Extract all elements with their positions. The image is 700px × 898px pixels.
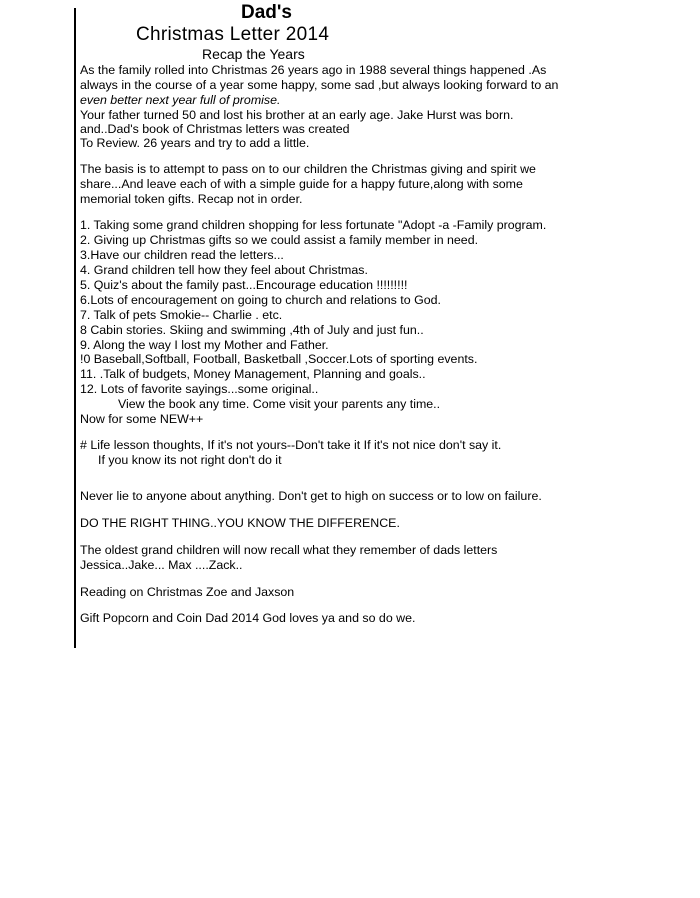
view-book-line: View the book any time. Come visit your parents any time.. xyxy=(118,397,441,411)
intro-line: even better next year full of promise. xyxy=(80,93,281,107)
oldest-grandchildren-line: The oldest grand children will now recall what they remember of dads letters xyxy=(80,543,498,557)
intro-line: Your father turned 50 and lost his brother at an early age. Jake Hurst was born. xyxy=(80,108,514,122)
list-item: 8 Cabin stories. Skiing and swimming ,4th of July and just fun.. xyxy=(80,323,424,337)
left-margin-rule xyxy=(74,8,76,648)
list-item: 1. Taking some grand children shopping for less fortunate "Adopt -a -Family program. xyxy=(80,218,547,232)
list-item: 6.Lots of encouragement on going to church and relations to God. xyxy=(80,293,441,307)
title-dads: Dad's xyxy=(241,2,292,23)
list-item: !0 Baseball,Softball, Football, Basketball ,Soccer.Lots of sporting events. xyxy=(80,352,478,366)
basis-line: The basis is to attempt to pass on to our children the Christmas giving and spirit we xyxy=(80,162,536,176)
gift-line: Gift Popcorn and Coin Dad 2014 God loves ya and so do we. xyxy=(80,611,416,625)
title-christmas-letter: Christmas Letter 2014 xyxy=(136,24,330,45)
list-item: 4. Grand children tell how they feel about Christmas. xyxy=(80,263,368,277)
now-new-line: Now for some NEW++ xyxy=(80,412,204,426)
list-item: 12. Lots of favorite sayings...some original.. xyxy=(80,382,319,396)
do-right-line: DO THE RIGHT THING..YOU KNOW THE DIFFERENCE. xyxy=(80,516,400,530)
list-item: 11. .Talk of budgets, Money Management, Planning and goals.. xyxy=(80,367,426,381)
list-item: 7. Talk of pets Smokie-- Charlie . etc. xyxy=(80,308,283,322)
never-lie-line: Never lie to anyone about anything. Don't get to high on success or to low on failure. xyxy=(80,489,542,503)
life-lesson-line: If you know its not right don't do it xyxy=(98,453,282,467)
life-lesson-line: # Life lesson thoughts, If it's not yours--Don't take it If it's not nice don't say it. xyxy=(80,438,502,452)
intro-line: To Review. 26 years and try to add a little. xyxy=(80,136,310,150)
intro-line: and..Dad's book of Christmas letters was created xyxy=(80,122,350,136)
basis-line: memorial token gifts. Recap not in order. xyxy=(80,192,303,206)
grandchildren-names-line: Jessica..Jake... Max ....Zack.. xyxy=(80,558,243,572)
subtitle-recap: Recap the Years xyxy=(202,46,305,62)
basis-line: share...And leave each of with a simple guide for a happy future,along with some xyxy=(80,177,523,191)
list-item: 3.Have our children read the letters... xyxy=(80,248,284,262)
list-item: 5. Quiz's about the family past...Encourage education !!!!!!!!! xyxy=(80,278,408,292)
intro-line: always in the course of a year some happy, some sad ,but always looking forward to an xyxy=(80,78,559,92)
intro-line: As the family rolled into Christmas 26 years ago in 1988 several things happened .As xyxy=(80,63,547,77)
reading-line: Reading on Christmas Zoe and Jaxson xyxy=(80,585,295,599)
list-item: 2. Giving up Christmas gifts so we could assist a family member in need. xyxy=(80,233,479,247)
list-item: 9. Along the way I lost my Mother and Father. xyxy=(80,338,329,352)
